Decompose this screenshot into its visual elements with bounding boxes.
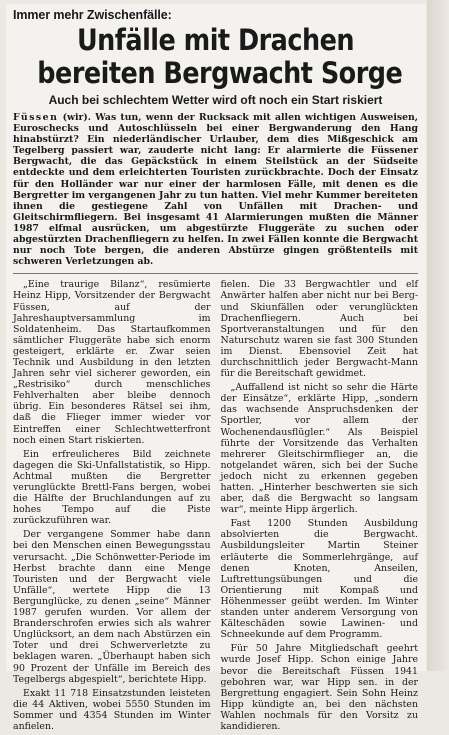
paragraph: „Auffallend ist nicht so sehr die Härte der Einsätze“, erklärte Hipp, „sondern das wachsende Anspruchsdenken der Sportler, vor allem der Wochenendausflügler.“ Als Beispiel führte der Vorsitzende das Verhalten mehrerer Gleitschirmflieger an, die notgelandet wären, sich bei der Suche jedoch nicht zu erkennen gegeben hatten. „Hinterher beschwerten sie sich aber, daß die Bergwacht so langsam war“, meinte Hipp ärgerlich. [220, 382, 418, 516]
page-edge-shadow [427, 0, 449, 671]
newspaper-clipping [6, 4, 426, 732]
dateline: Füssen [13, 112, 59, 123]
paragraph: Für 50 Jahre Mitgliedschaft geehrt wurde Josef Hipp. Schon einige Jahre bevor die Bereitschaft Füssen 1941 gebohren war, war Hipp sen. in der Bergrettung engagiert. Sein Sohn Heinz Hipp kündigte an, bei den nächsten Wahlen nochmals für den Vorsitz zu kandidieren. [220, 643, 418, 732]
paragraph: fielen. Die 33 Bergwachtler und elf Anwärter halfen aber nicht nur bei Berg- und Skiunfällen oder verunglückten Drachenfliegern. Auch bei Sportveranstaltungen und für den Naturschutz waren sie fast 300 Stunden im Dienst. Ebensoviel Zeit hat durchschnittlich jeder Bergwacht-Mann für die Bereitschaft gewidmet. [220, 279, 418, 380]
column-left [13, 279, 211, 735]
subheadline: Auch bei schlechtem Wetter wird oft noch ein Start riskiert [48, 93, 383, 107]
column-right [221, 279, 419, 735]
paragraph: „Eine traurige Bilanz“, resümierte Heinz Hipp, Vorsitzender der Bergwacht Füssen, auf der Jahreshauptversammlung im Soldatenheim. Das Startaufkommen sämtlicher Fluggeräte habe sich enorm gesteigert, erklärte er. Zwar seien Technik und Ausbildung in den letzten Jahren sehr viel sicherer geworden, ein „Restrisiko“ durch menschliches Fehlverhalten aber bleibe dennoch übrig. Ein besonderes Rätsel sei ihm, daß die Flieger immer wieder vor Eintreffen einer Schlechtwetterfront noch einen Start riskierten. [13, 279, 211, 446]
paragraph: Exakt 11 718 Einsatzstunden leisteten die 44 Aktiven, wobei 5550 Stunden im Sommer und 4354 Stunden im Winter anfielen. [13, 687, 211, 732]
kicker: Immer mehr Zwischenfälle: [13, 8, 172, 22]
lead-text: (wir). Was tun, wenn der Rucksack mit allen wichtigen Ausweisen, Euroschecks und Autoschlüsseln bei einer Bergwanderung den Hang hinabstürzt? Ein niederländischer Urlauber, dem dies Mißgeschick am Tegelberg passiert war, zauderte nicht lang: Er alarmierte die Füssener Bergwacht, die das Gepäckstück in einem Steilstück an der Südseite entdeckte und dem erleichterten Touristen zurückbrachte. Doch der Einsatz für den Holländer war nur einer der harmlosen Fälle, mit denen es die Bergretter im vergangenen Jahr zu tun hatten. Viel mehr Kummer bereiteten ihnen die gestiegene Zahl von Unfällen mit Drachen- und Gleitschirmfliegern. Bei insgesamt 41 Alarmierungen mußten die Männer 1987 elfmal ausrücken, um abgestürzte Fluggeräte zu suchen oder abgestürzten Drachenfliegern zu helfen. In zwei Fällen konnte die Bergwacht nur noch Tote bergen, die anderen Abstürze gingen größtenteils mit schweren Verletzungen ab. [13, 112, 418, 268]
body-columns [13, 273, 418, 735]
paragraph: Ein erfreulicheres Bild zeichnete dagegen die Ski-Unfallstatistik, so Hipp. Achtmal mußten die Bergretter verunglückte Brettl-Fans bergen, wobei die Hälfte der Bruchlandungen auf zu hohes Tempo auf die Piste zurückzuführen war. [13, 448, 211, 527]
headline-line-2: bereiten Bergwacht Sorge [37, 56, 403, 90]
paragraph: Der vergangene Sommer habe dann bei den Menschen einen Bewegungsstau verursacht. „Die Schönwetter-Periode im Herbst brachte dann eine Menge Touristen und der Bergwacht viele Unfälle“, wertete Hipp die 13 Bergunglücke, zu denen „seine“ Männer 1987 gerufen wurden. Vor allem der Branderschrofen erwies sich als wahrer Unglücksort, an dem nach Abstürzen ein Toter und drei Schwerverletzte zu beklagen waren. „Überhaupt haben sich 90 Prozent der Unfälle im Bereich des Tegelbergs abgespielt“, berichtete Hipp. [13, 529, 211, 685]
headline-line-1: Unfälle mit Drachen [76, 23, 355, 57]
paragraph: Fast 1200 Stunden Ausbildung absolvierten die Bergwacht. Ausbildungsleiter Martin Steiner erläuterte die Sommerlehrgänge, auf denen Knoten, Anseilen, Luftrettungsübungen und die Orientierung mit Kompaß und Höhenmesser geübt werden. Im Winter standen unter anderem Versorgung von Kälteschäden sowie Lawinen- und Schneekunde auf dem Programm. [220, 518, 418, 641]
lead-paragraph [13, 112, 418, 267]
